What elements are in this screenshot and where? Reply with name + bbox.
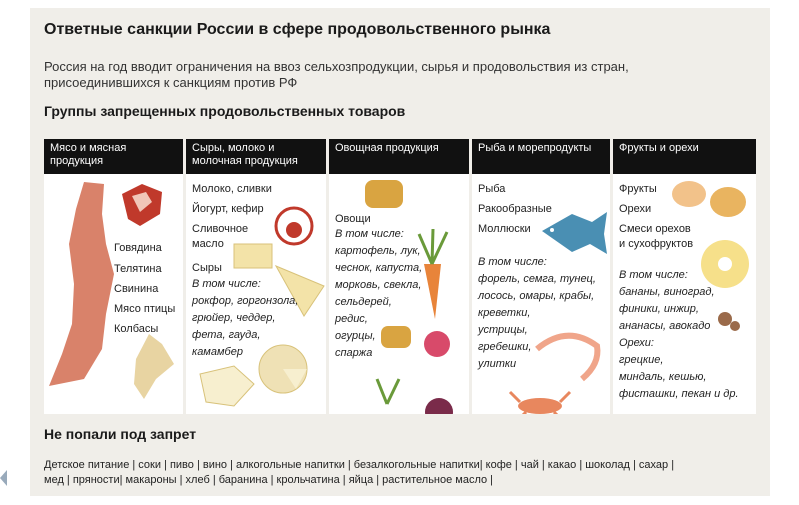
column-header: Фрукты и орехи: [613, 139, 756, 174]
list-item: Рыба: [478, 183, 506, 195]
list-item: грецкие,: [619, 354, 664, 366]
incl-label: В том числе:: [335, 228, 404, 240]
groups-title: Группы запрещенных продовольственных товаров: [44, 103, 406, 119]
list-item: Мясо птицы: [114, 303, 176, 315]
list-item: спаржа: [335, 347, 373, 359]
date-icon: [718, 312, 732, 326]
list-item: фисташки, пекан и др.: [619, 388, 739, 400]
list-item: улитки: [478, 358, 517, 370]
scroll-marker-icon: [0, 466, 8, 490]
chicken-icon: [134, 334, 174, 399]
list-item: морковь, свекла,: [335, 279, 422, 291]
column-header: Рыба и морепродукты: [472, 139, 610, 174]
column-header: Мясо и мясная продукция: [44, 139, 183, 174]
potato-icon: [365, 180, 403, 208]
list-item: устрицы,: [478, 324, 528, 336]
list-item: редис,: [335, 313, 368, 325]
column-fruits: [613, 139, 756, 414]
list-item: Молоко, сливки: [192, 183, 272, 195]
list-item: грюйер, чеддер,: [192, 312, 276, 324]
list-item: креветки,: [478, 307, 531, 319]
list-item: лосось, омары, крабы,: [478, 290, 595, 302]
nut-icon: [672, 181, 706, 207]
column-dairy: [186, 139, 326, 414]
list-item: Колбасы: [114, 323, 159, 335]
list-item: Орехи: [619, 203, 652, 215]
not-banned-line: мед | пряности| макароны | хлеб | баранина | крольчатина | яйца | растительное масло |: [44, 474, 494, 486]
nut-icon: [710, 187, 746, 217]
list-item: Говядина: [114, 242, 162, 254]
list-item: Овощи: [335, 213, 371, 225]
not-banned-line: Детское питание | соки | пиво | вино | алкогольные напитки | безалкогольные напитки| кофе | чай | какао | шоколад | сахар |: [44, 459, 675, 471]
beet-icon: [425, 398, 453, 414]
meat-carcass-icon: [49, 182, 114, 386]
column-header: Овощная продукция: [329, 139, 469, 174]
not-banned-title: Не попали под запрет: [44, 426, 197, 442]
list-item: финики, инжир,: [619, 303, 699, 315]
incl-label: В том числе:: [192, 278, 261, 290]
list-item: Фрукты: [619, 183, 657, 195]
list-item: Моллюски: [478, 223, 531, 235]
list-item: чеснок, капуста,: [335, 262, 423, 274]
page-title: Ответные санкции России в сфере продовольственного рынка: [44, 21, 551, 38]
column-fish: [472, 139, 610, 414]
cheese-slice-icon: [200, 366, 254, 406]
list-item: камамбер: [192, 346, 243, 358]
list-item: огурцы,: [335, 330, 376, 342]
list-item: сельдерей,: [335, 296, 392, 308]
list-item: картофель, лук,: [335, 245, 421, 257]
list-item: масло: [192, 238, 224, 250]
column-header: Сыры, молоко и молочная продукция: [186, 139, 326, 174]
butter-icon: [234, 244, 272, 268]
list-item: Йогурт, кефир: [192, 203, 264, 215]
column-vegetables: [329, 139, 469, 414]
list-item: фета, гауда,: [192, 329, 261, 341]
list-item: форель, семга, тунец,: [478, 273, 596, 285]
list-item: рокфор, горгонзола,: [192, 295, 299, 307]
list-item: Свинина: [114, 283, 159, 295]
not-banned-list: [44, 458, 764, 488]
column-meat: [44, 139, 183, 414]
list-item: Смеси орехов: [619, 223, 691, 235]
list-item: ананасы, авокадо: [619, 320, 711, 332]
carrot-icon: [424, 264, 441, 319]
list-item: миндаль, кешью,: [619, 371, 707, 383]
potato-icon: [381, 326, 411, 348]
list-item: Телятина: [114, 263, 162, 275]
shrimp-icon: [537, 336, 597, 379]
list-item: и сухофруктов: [619, 238, 694, 250]
fish-icon: [542, 212, 607, 254]
list-item: Ракообразные: [478, 203, 552, 215]
list-item: гребешки,: [478, 341, 532, 353]
list-item: Сливочное: [192, 223, 249, 235]
list-item: бананы, виноград,: [619, 286, 715, 298]
incl-label: В том числе:: [478, 256, 547, 268]
radish-icon: [424, 331, 450, 357]
subtitle: Россия на год вводит ограничения на ввоз сельхозпродукции, сырья и продовольствия из стран, присоединившихся к санкциям против РФ: [44, 59, 629, 90]
nuts-label: Орехи:: [619, 337, 654, 349]
incl-label: В том числе:: [619, 269, 688, 281]
list-item: Сыры: [192, 262, 222, 274]
